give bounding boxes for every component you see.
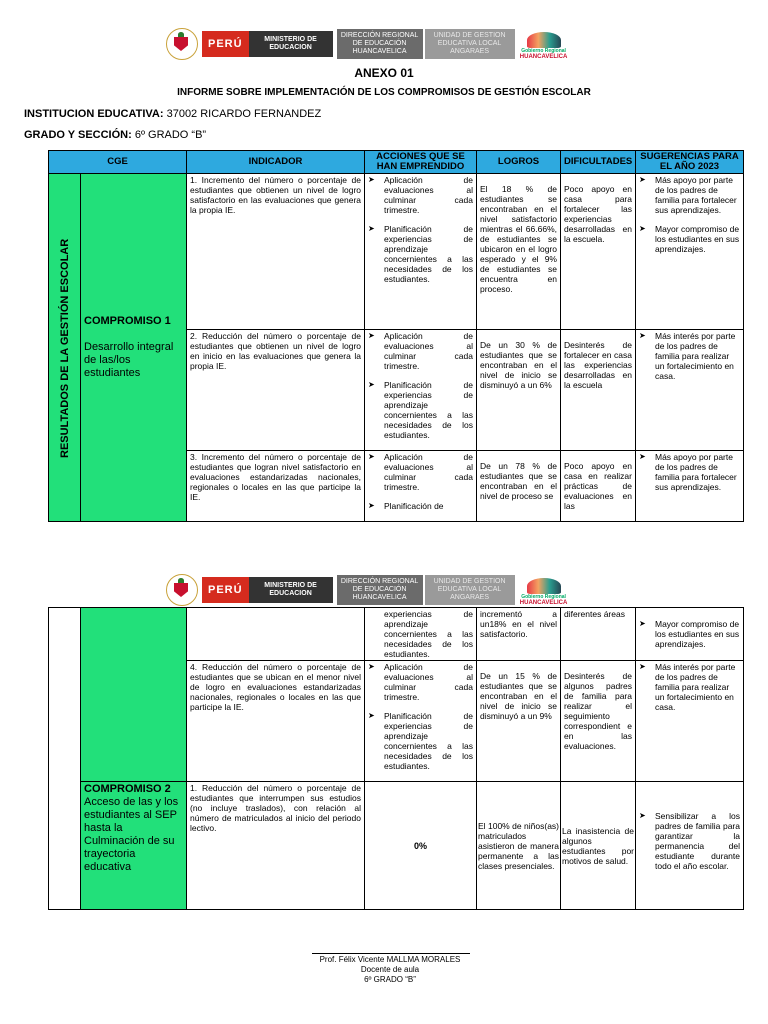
accion-item: ➤ Planificación de experiencias de aprendizaje concernientes a las necesidades de los estudiantes. — [368, 224, 473, 284]
dificultades-cell: Desinterés de algunos padres de familia para realizar el seguimiento correspondient e en las evaluaciones. — [561, 661, 636, 782]
header-acciones: ACCIONES QUE SE HAN EMPRENDIDO — [365, 151, 477, 174]
acciones-cell — [365, 174, 477, 330]
sugerencias-cell — [636, 782, 744, 910]
regional-emblem-icon — [527, 32, 561, 48]
compromiso1-cell — [81, 174, 187, 522]
vertical-label-continued — [49, 608, 81, 910]
dificultades-cell: Desinterés de fortalecer en casa las experiencias desarrolladas en la escuela — [561, 330, 636, 451]
header-indicador: INDICADOR — [187, 151, 365, 174]
logros-cell: De un 30 % de estudiantes que se encontraban en el nivel de inicio se disminuyó a un 6% — [477, 330, 561, 451]
dificultades-cell: Poco apoyo en casa para fortalecer las experiencias desarrolladas en la escuela. — [561, 174, 636, 330]
accion-item: ➤ Aplicación de evaluaciones al culminar cada trimestre. — [368, 662, 473, 702]
ministerio-label: MINISTERIO DE EDUCACION — [249, 31, 333, 57]
acciones-cell — [365, 608, 477, 661]
indicador-cell-continued — [187, 608, 365, 661]
sugerencia-item: ➤ Más apoyo por parte de los padres de familia para fortalecer sus aprendizajes. — [639, 452, 740, 492]
signature-block — [310, 955, 470, 985]
header-dificultades: DIFICULTADES — [561, 151, 636, 174]
sugerencia-item: ➤ Más interés por parte de los padres de familia para realizar un fortalecimiento en casa. — [639, 331, 740, 381]
accion-item: ➤ Aplicación de evaluaciones al culminar cada trimestre. — [368, 452, 473, 492]
institution-value: 37002 RICARDO FERNANDEZ — [163, 108, 322, 120]
acciones-cell: 0% — [365, 782, 477, 910]
report-title: INFORME SOBRE IMPLEMENTACIÓN DE LOS COMPROMISOS DE GESTIÓN ESCOLAR — [177, 87, 591, 98]
compromiso1-continued — [81, 608, 187, 782]
signature-grade: 6º GRADO “B” — [364, 975, 416, 984]
accion-item: ➤ Planificación de experiencias de aprendizaje concernientes a las necesidades de los estudiantes. — [368, 711, 473, 771]
gob-line2: HUANCAVELICA — [519, 600, 568, 606]
ugel-label: UNIDAD DE GESTION EDUCATIVA LOCAL ANGARAES — [425, 29, 515, 59]
signature-name: Prof. Félix Vicente MALLMA MORALES — [319, 955, 461, 964]
logros-cell: incrementó a un18% en el nivel satisfactorio. — [477, 608, 561, 661]
signature-line — [312, 953, 470, 954]
logros-cell: El 18 % de estudiantes se encontraban en el nivel satisfactorio mientras el 66.66%, de estudiantes se ubicaron en el logro esperado y el 9% de estudiantes se encuentra en proceso. — [477, 174, 561, 330]
signature-role: Docente de aula — [360, 965, 420, 974]
dre-label: DIRECCIÓN REGIONAL DE EDUCACIÓN HUANCAVELICA — [337, 29, 423, 59]
dre-label: DIRECCIÓN REGIONAL DE EDUCACIÓN HUANCAVELICA — [337, 575, 423, 605]
peru-coat-of-arms-icon — [166, 28, 198, 60]
sugerencia-item: ➤ Más interés por parte de los padres de familia para realizar un fortalecimiento en casa. — [639, 662, 740, 712]
acciones-cell — [365, 661, 477, 782]
header-sugerencias: SUGERENCIAS PARA EL AÑO 2023 — [636, 151, 744, 174]
header-banner-page2 — [166, 572, 569, 608]
compromiso1-desc: Desarrollo integral de las/los estudiantes — [84, 341, 174, 379]
accion-continued: experiencias de aprendizaje concernientes a las necesidades de los estudiantes. — [384, 609, 473, 659]
gobierno-regional-logo — [519, 573, 569, 607]
acciones-cell — [365, 451, 477, 522]
indicador-cell: 1. Incremento del número o porcentaje de estudiantes que obtienen un nivel de logro satisfactorio en las evaluaciones que genera la propia IE. — [187, 174, 365, 330]
accion-item: ➤ Planificación de experiencias de aprendizaje concernientes a las necesidades de los estudiantes. — [368, 380, 473, 440]
sugerencias-cell — [636, 330, 744, 451]
institution-label: INSTITUCION EDUCATIVA: — [24, 108, 164, 120]
gob-line1: Gobierno Regional — [521, 48, 566, 54]
sugerencia-item: ➤ Mayor compromiso de los estudiantes en sus aprendizajes. — [639, 224, 740, 254]
logros-cell: De un 15 % de estudiantes que se encontraban en el nivel de inicio se disminuyó a un 9% — [477, 661, 561, 782]
accion-item: ➤ Aplicación de evaluaciones al culminar cada trimestre. — [368, 331, 473, 371]
header-cge: CGE — [49, 151, 187, 174]
accion-item: ➤ Aplicación de evaluaciones al culminar cada trimestre. — [368, 175, 473, 215]
indicador-cell: 3. Incremento del número o porcentaje de estudiantes que logran nivel satisfactorio en evaluaciones estandarizadas nacionales, regionales o locales en las que participe la IE. — [187, 451, 365, 522]
header-logros: LOGROS — [477, 151, 561, 174]
acciones-cell — [365, 330, 477, 451]
ministerio-label: MINISTERIO DE EDUCACION — [249, 577, 333, 603]
grade-value: 6º GRADO “B” — [131, 129, 207, 141]
compromisos-table-page2 — [48, 607, 744, 910]
compromiso1-title: COMPROMISO 1 — [84, 315, 171, 327]
compromisos-table-page1 — [48, 150, 744, 522]
header-banner — [166, 26, 569, 62]
sugerencia-item: ➤ Sensibilizar a los padres de familia para garantizar la permanencia del estudiante durante todo el año escolar. — [639, 811, 740, 871]
indicador-cell: 4. Reducción del número o porcentaje de estudiantes que se ubican en el menor nivel de logro en evaluaciones estandarizadas nacionales, regionales o locales en las que participe la IE. — [187, 661, 365, 782]
logros-cell: El 100% de niños(as) matriculados asistieron de manera permanente a las clases presenciales. — [477, 782, 561, 910]
annex-title: ANEXO 01 — [354, 66, 414, 80]
sugerencias-cell — [636, 608, 744, 661]
compromiso2-title: COMPROMISO 2 — [84, 783, 171, 795]
grade-label: GRADO Y SECCIÓN: — [24, 129, 132, 141]
logros-cell: De un 78 % de estudiantes que se encontraban en el nivel de proceso se — [477, 451, 561, 522]
grade-field — [24, 129, 206, 141]
sugerencias-cell — [636, 661, 744, 782]
dificultades-cell: Poco apoyo en casa en realizar prácticas de evaluaciones en las — [561, 451, 636, 522]
peru-coat-of-arms-icon — [166, 574, 198, 606]
dificultades-cell: diferentes áreas — [561, 608, 636, 661]
sugerencia-item: ➤ Mayor compromiso de los estudiantes en sus aprendizajes. — [639, 619, 740, 649]
compromiso2-cell — [81, 782, 187, 910]
compromiso2-desc: Acceso de las y los estudiantes al SEP hasta la Culminación de su trayectoria educativa — [84, 796, 179, 873]
gobierno-regional-logo — [519, 27, 569, 61]
sugerencia-item: ➤ Más apoyo por parte de los padres de familia para fortalecer sus aprendizajes. — [639, 175, 740, 215]
peru-label: PERÚ — [202, 577, 249, 603]
sugerencias-cell — [636, 451, 744, 522]
gob-line2: HUANCAVELICA — [519, 54, 568, 60]
institution-field — [24, 108, 321, 120]
gob-line1: Gobierno Regional — [521, 594, 566, 600]
indicador-cell: 2. Reducción del número o porcentaje de estudiantes que obtienen un nivel de logro en inicio en las evaluaciones que genera la propia IE. — [187, 330, 365, 451]
vertical-label: RESULTADOS DE LA GESTIÓN ESCOLAR — [49, 174, 81, 522]
ugel-label: UNIDAD DE GESTION EDUCATIVA LOCAL ANGARAES — [425, 575, 515, 605]
sugerencias-cell — [636, 174, 744, 330]
regional-emblem-icon — [527, 578, 561, 594]
accion-item: ➤ Planificación de — [368, 501, 473, 511]
peru-label: PERÚ — [202, 31, 249, 57]
dificultades-cell: La inasistencia de algunos estudiantes por motivos de salud. — [561, 782, 636, 910]
indicador-cell: 1. Reducción del número o porcentaje de estudiantes que interrumpen sus estudios (no incluye traslados), con relación al número de matriculados al inicio del periodo lectivo. — [187, 782, 365, 910]
